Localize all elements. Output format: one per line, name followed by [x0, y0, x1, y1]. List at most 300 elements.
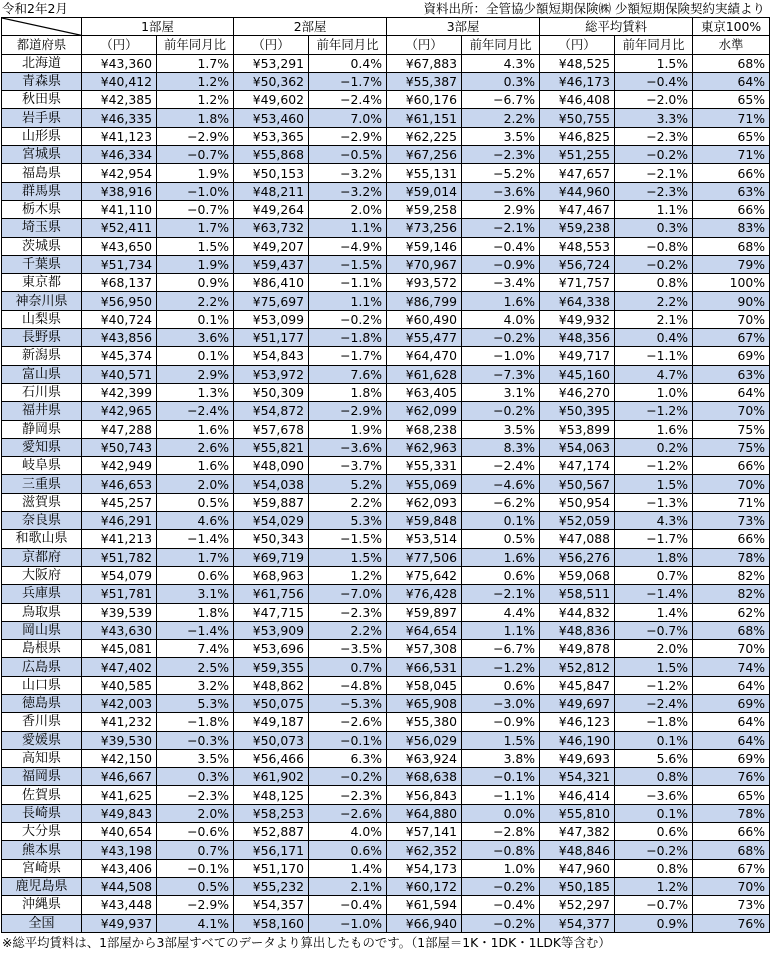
value-cell: 1.4% — [615, 603, 693, 621]
value-cell: −0.9% — [462, 255, 540, 273]
value-cell: 64% — [693, 713, 770, 731]
value-cell: −3.6% — [462, 182, 540, 200]
col-yoy: 前年同月比 — [157, 36, 234, 54]
table-row — [2, 365, 770, 383]
value-cell: −0.5% — [309, 146, 387, 164]
value-cell: 1.5% — [462, 731, 540, 749]
col-average: 総平均賃料 — [540, 18, 693, 36]
prefecture-cell: 岡山県 — [2, 621, 82, 639]
value-cell: ¥50,954 — [540, 493, 615, 511]
value-cell: ¥55,868 — [234, 146, 309, 164]
value-cell: 1.4% — [309, 859, 387, 877]
value-cell: ¥54,377 — [540, 914, 615, 932]
value-cell: ¥76,428 — [387, 585, 462, 603]
value-cell: −1.8% — [615, 713, 693, 731]
value-cell: 70% — [693, 475, 770, 493]
value-cell: 1.1% — [462, 621, 540, 639]
prefecture-cell: 埼玉県 — [2, 219, 82, 237]
value-cell: −3.4% — [462, 274, 540, 292]
value-cell: 2.5% — [157, 658, 234, 676]
value-cell: ¥54,063 — [540, 438, 615, 456]
col-yen: （円） — [234, 36, 309, 54]
value-cell: ¥60,490 — [387, 310, 462, 328]
table-row — [2, 457, 770, 475]
value-cell: ¥41,123 — [82, 127, 157, 145]
value-cell: ¥39,539 — [82, 603, 157, 621]
value-cell: ¥46,334 — [82, 146, 157, 164]
value-cell: 68% — [693, 237, 770, 255]
value-cell: 1.5% — [615, 54, 693, 72]
value-cell: ¥50,362 — [234, 72, 309, 90]
value-cell: 3.1% — [157, 585, 234, 603]
table-row — [2, 621, 770, 639]
value-cell: 64% — [693, 383, 770, 401]
prefecture-cell: 静岡県 — [2, 420, 82, 438]
value-cell: ¥53,099 — [234, 310, 309, 328]
value-cell: ¥63,924 — [387, 749, 462, 767]
table-row — [2, 713, 770, 731]
value-cell: −0.4% — [462, 896, 540, 914]
value-cell: ¥50,075 — [234, 694, 309, 712]
value-cell: ¥42,003 — [82, 694, 157, 712]
value-cell: ¥68,137 — [82, 274, 157, 292]
prefecture-cell: 岩手県 — [2, 109, 82, 127]
table-row — [2, 786, 770, 804]
value-cell: ¥45,257 — [82, 493, 157, 511]
value-cell: −2.3% — [157, 786, 234, 804]
value-cell: ¥70,967 — [387, 255, 462, 273]
table-row — [2, 146, 770, 164]
table-row — [2, 804, 770, 822]
value-cell: 2.1% — [309, 877, 387, 895]
table-row — [2, 694, 770, 712]
value-cell: ¥56,171 — [234, 841, 309, 859]
page-header — [0, 0, 771, 17]
prefecture-cell: 神奈川県 — [2, 292, 82, 310]
value-cell: −2.3% — [309, 786, 387, 804]
value-cell: ¥43,198 — [82, 841, 157, 859]
value-cell: 3.3% — [615, 109, 693, 127]
value-cell: −0.8% — [462, 841, 540, 859]
value-cell: −5.2% — [462, 164, 540, 182]
value-cell: 1.6% — [157, 457, 234, 475]
value-cell: −2.4% — [309, 91, 387, 109]
value-cell: ¥46,408 — [540, 91, 615, 109]
value-cell: −0.1% — [309, 731, 387, 749]
value-cell: ¥71,757 — [540, 274, 615, 292]
prefecture-cell: 長崎県 — [2, 804, 82, 822]
value-cell: 4.4% — [462, 603, 540, 621]
value-cell: ¥59,897 — [387, 603, 462, 621]
value-cell: −6.2% — [462, 493, 540, 511]
value-cell: ¥55,387 — [387, 72, 462, 90]
value-cell: ¥52,297 — [540, 896, 615, 914]
prefecture-cell: 香川県 — [2, 713, 82, 731]
table-row — [2, 749, 770, 767]
value-cell: ¥44,832 — [540, 603, 615, 621]
value-cell: 64% — [693, 731, 770, 749]
table-row — [2, 127, 770, 145]
value-cell: ¥45,374 — [82, 347, 157, 365]
value-cell: ¥56,276 — [540, 548, 615, 566]
value-cell: ¥61,151 — [387, 109, 462, 127]
value-cell: ¥54,321 — [540, 768, 615, 786]
value-cell: ¥53,696 — [234, 640, 309, 658]
value-cell: ¥51,782 — [82, 548, 157, 566]
value-cell: −4.6% — [462, 475, 540, 493]
value-cell: −1.2% — [615, 402, 693, 420]
col-prefecture: 都道府県 — [2, 36, 82, 54]
report-date: 令和2年2月 — [2, 1, 68, 16]
value-cell: ¥75,642 — [387, 566, 462, 584]
value-cell: −0.2% — [462, 914, 540, 932]
value-cell: 1.6% — [157, 420, 234, 438]
value-cell: ¥53,291 — [234, 54, 309, 72]
value-cell: −0.7% — [157, 200, 234, 218]
value-cell: −2.4% — [615, 694, 693, 712]
value-cell: 2.0% — [157, 475, 234, 493]
value-cell: ¥46,270 — [540, 383, 615, 401]
value-cell: 66% — [693, 457, 770, 475]
value-cell: 0.2% — [615, 438, 693, 456]
value-cell: ¥50,073 — [234, 731, 309, 749]
value-cell: ¥46,667 — [82, 768, 157, 786]
value-cell: ¥86,410 — [234, 274, 309, 292]
value-cell: ¥53,899 — [540, 420, 615, 438]
value-cell: 1.8% — [309, 383, 387, 401]
value-cell: ¥69,719 — [234, 548, 309, 566]
prefecture-cell: 大阪府 — [2, 566, 82, 584]
value-cell: 0.9% — [615, 914, 693, 932]
value-cell: 2.2% — [462, 109, 540, 127]
value-cell: −3.2% — [309, 182, 387, 200]
value-cell: ¥43,360 — [82, 54, 157, 72]
prefecture-cell: 山形県 — [2, 127, 82, 145]
prefecture-cell: 鳥取県 — [2, 603, 82, 621]
prefecture-cell: 熊本県 — [2, 841, 82, 859]
table-row — [2, 438, 770, 456]
value-cell: −0.7% — [157, 146, 234, 164]
value-cell: ¥44,508 — [82, 877, 157, 895]
value-cell: 70% — [693, 402, 770, 420]
prefecture-cell: 群馬県 — [2, 182, 82, 200]
col-yoy: 前年同月比 — [615, 36, 693, 54]
value-cell: ¥53,460 — [234, 109, 309, 127]
value-cell: ¥55,477 — [387, 329, 462, 347]
value-cell: 82% — [693, 566, 770, 584]
value-cell: ¥46,653 — [82, 475, 157, 493]
value-cell: ¥61,628 — [387, 365, 462, 383]
value-cell: ¥63,405 — [387, 383, 462, 401]
value-cell: 2.6% — [157, 438, 234, 456]
value-cell: −7.3% — [462, 365, 540, 383]
value-cell: 74% — [693, 658, 770, 676]
value-cell: ¥58,045 — [387, 676, 462, 694]
value-cell: ¥54,029 — [234, 512, 309, 530]
col-room2: 2部屋 — [234, 18, 387, 36]
value-cell: ¥47,960 — [540, 859, 615, 877]
value-cell: 1.6% — [462, 548, 540, 566]
value-cell: −0.3% — [157, 731, 234, 749]
value-cell: ¥86,799 — [387, 292, 462, 310]
prefecture-cell: 大分県 — [2, 823, 82, 841]
value-cell: 62% — [693, 603, 770, 621]
table-row — [2, 402, 770, 420]
value-cell: −0.1% — [462, 768, 540, 786]
value-cell: −1.0% — [309, 914, 387, 932]
value-cell: 1.9% — [157, 255, 234, 273]
value-cell: ¥48,525 — [540, 54, 615, 72]
value-cell: 0.6% — [309, 841, 387, 859]
value-cell: −1.2% — [615, 457, 693, 475]
value-cell: ¥48,090 — [234, 457, 309, 475]
value-cell: 76% — [693, 914, 770, 932]
value-cell: −2.1% — [462, 585, 540, 603]
table-row — [2, 566, 770, 584]
value-cell: −1.0% — [157, 182, 234, 200]
value-cell: 75% — [693, 438, 770, 456]
value-cell: 65% — [693, 127, 770, 145]
value-cell: −2.9% — [309, 402, 387, 420]
value-cell: 66% — [693, 200, 770, 218]
value-cell: ¥50,343 — [234, 530, 309, 548]
value-cell: 1.9% — [309, 420, 387, 438]
value-cell: −0.9% — [462, 713, 540, 731]
value-cell: 5.3% — [309, 512, 387, 530]
value-cell: 0.9% — [157, 274, 234, 292]
value-cell: 0.7% — [309, 658, 387, 676]
value-cell: 1.5% — [615, 475, 693, 493]
table-row — [2, 859, 770, 877]
value-cell: ¥46,291 — [82, 512, 157, 530]
value-cell: ¥55,810 — [540, 804, 615, 822]
value-cell: 5.6% — [615, 749, 693, 767]
value-cell: ¥41,213 — [82, 530, 157, 548]
value-cell: −2.8% — [462, 823, 540, 841]
value-cell: ¥41,232 — [82, 713, 157, 731]
prefecture-cell: 長野県 — [2, 329, 82, 347]
value-cell: 71% — [693, 109, 770, 127]
value-cell: −0.1% — [157, 859, 234, 877]
value-cell: ¥45,847 — [540, 676, 615, 694]
value-cell: 65% — [693, 91, 770, 109]
table-row — [2, 493, 770, 511]
value-cell: −3.6% — [615, 786, 693, 804]
table-row — [2, 548, 770, 566]
prefecture-cell: 山口県 — [2, 676, 82, 694]
value-cell: 2.2% — [309, 493, 387, 511]
value-cell: ¥59,014 — [387, 182, 462, 200]
value-cell: ¥49,264 — [234, 200, 309, 218]
table-row — [2, 109, 770, 127]
value-cell: ¥56,029 — [387, 731, 462, 749]
value-cell: ¥47,467 — [540, 200, 615, 218]
value-cell: ¥49,932 — [540, 310, 615, 328]
value-cell: 7.4% — [157, 640, 234, 658]
value-cell: ¥52,059 — [540, 512, 615, 530]
table-row — [2, 823, 770, 841]
prefecture-cell: 石川県 — [2, 383, 82, 401]
value-cell: 63% — [693, 365, 770, 383]
value-cell: ¥75,697 — [234, 292, 309, 310]
value-cell: 67% — [693, 859, 770, 877]
value-cell: 66% — [693, 823, 770, 841]
table-row — [2, 658, 770, 676]
value-cell: ¥93,572 — [387, 274, 462, 292]
prefecture-cell: 沖縄県 — [2, 896, 82, 914]
value-cell: 3.5% — [462, 420, 540, 438]
value-cell: 90% — [693, 292, 770, 310]
value-cell: 0.4% — [309, 54, 387, 72]
value-cell: 0.8% — [615, 274, 693, 292]
prefecture-cell: 岐阜県 — [2, 457, 82, 475]
value-cell: −1.1% — [615, 347, 693, 365]
value-cell: 1.8% — [157, 109, 234, 127]
prefecture-cell: 宮崎県 — [2, 859, 82, 877]
value-cell: −1.2% — [615, 676, 693, 694]
value-cell: ¥46,123 — [540, 713, 615, 731]
table-row — [2, 530, 770, 548]
prefecture-cell: 北海道 — [2, 54, 82, 72]
value-cell: −0.4% — [615, 72, 693, 90]
value-cell: ¥61,594 — [387, 896, 462, 914]
value-cell: 83% — [693, 219, 770, 237]
prefecture-cell: 高知県 — [2, 749, 82, 767]
value-cell: ¥48,211 — [234, 182, 309, 200]
value-cell: ¥57,141 — [387, 823, 462, 841]
value-cell: ¥43,406 — [82, 859, 157, 877]
col-yen: （円） — [540, 36, 615, 54]
value-cell: 3.2% — [157, 676, 234, 694]
value-cell: ¥51,255 — [540, 146, 615, 164]
value-cell: 71% — [693, 493, 770, 511]
value-cell: ¥48,862 — [234, 676, 309, 694]
value-cell: ¥50,567 — [540, 475, 615, 493]
value-cell: 64% — [693, 72, 770, 90]
data-source: 資料出所：全管協少額短期保険㈱ 少額短期保険契約実績より — [423, 1, 765, 16]
value-cell: ¥64,880 — [387, 804, 462, 822]
value-cell: 1.1% — [309, 292, 387, 310]
value-cell: ¥59,437 — [234, 255, 309, 273]
value-cell: ¥49,207 — [234, 237, 309, 255]
value-cell: 0.1% — [615, 804, 693, 822]
value-cell: ¥59,848 — [387, 512, 462, 530]
table-body — [2, 54, 770, 932]
table-row — [2, 475, 770, 493]
value-cell: ¥50,395 — [540, 402, 615, 420]
value-cell: −1.1% — [462, 786, 540, 804]
prefecture-cell: 愛知県 — [2, 438, 82, 456]
value-cell: ¥47,657 — [540, 164, 615, 182]
value-cell: ¥55,232 — [234, 877, 309, 895]
value-cell: 1.5% — [615, 658, 693, 676]
value-cell: ¥66,531 — [387, 658, 462, 676]
value-cell: 4.7% — [615, 365, 693, 383]
value-cell: ¥43,630 — [82, 621, 157, 639]
value-cell: ¥49,697 — [540, 694, 615, 712]
value-cell: 5.2% — [309, 475, 387, 493]
header-row-2 — [2, 36, 770, 54]
value-cell: −2.6% — [309, 804, 387, 822]
value-cell: 5.3% — [157, 694, 234, 712]
value-cell: 73% — [693, 512, 770, 530]
value-cell: ¥54,038 — [234, 475, 309, 493]
value-cell: −1.5% — [309, 530, 387, 548]
value-cell: ¥42,150 — [82, 749, 157, 767]
prefecture-cell: 福島県 — [2, 164, 82, 182]
col-room1: 1部屋 — [82, 18, 234, 36]
value-cell: −0.4% — [462, 237, 540, 255]
value-cell: ¥56,843 — [387, 786, 462, 804]
value-cell: ¥54,173 — [387, 859, 462, 877]
value-cell: 63% — [693, 182, 770, 200]
col-level: 水準 — [693, 36, 770, 54]
prefecture-cell: 茨城県 — [2, 237, 82, 255]
value-cell: −2.3% — [309, 603, 387, 621]
value-cell: ¥40,724 — [82, 310, 157, 328]
value-cell: 78% — [693, 804, 770, 822]
value-cell: ¥66,940 — [387, 914, 462, 932]
value-cell: ¥41,110 — [82, 200, 157, 218]
value-cell: −1.8% — [157, 713, 234, 731]
prefecture-cell: 福岡県 — [2, 768, 82, 786]
table-row — [2, 255, 770, 273]
value-cell: ¥62,352 — [387, 841, 462, 859]
value-cell: ¥73,256 — [387, 219, 462, 237]
value-cell: 3.6% — [157, 329, 234, 347]
prefecture-cell: 奈良県 — [2, 512, 82, 530]
value-cell: 0.5% — [157, 877, 234, 895]
value-cell: 0.1% — [157, 347, 234, 365]
table-row — [2, 896, 770, 914]
value-cell: ¥49,717 — [540, 347, 615, 365]
prefecture-cell: 栃木県 — [2, 200, 82, 218]
value-cell: ¥47,288 — [82, 420, 157, 438]
value-cell: −2.3% — [615, 182, 693, 200]
value-cell: ¥42,949 — [82, 457, 157, 475]
value-cell: ¥51,781 — [82, 585, 157, 603]
value-cell: ¥64,338 — [540, 292, 615, 310]
value-cell: 3.5% — [157, 749, 234, 767]
col-yoy: 前年同月比 — [309, 36, 387, 54]
value-cell: −2.9% — [157, 896, 234, 914]
value-cell: −2.0% — [615, 91, 693, 109]
col-tokyo-level: 東京100% — [693, 18, 770, 36]
value-cell: ¥43,448 — [82, 896, 157, 914]
value-cell: 73% — [693, 896, 770, 914]
value-cell: 1.8% — [157, 603, 234, 621]
value-cell: −2.3% — [462, 146, 540, 164]
col-yen: （円） — [387, 36, 462, 54]
prefecture-cell: 和歌山県 — [2, 530, 82, 548]
value-cell: 2.2% — [615, 292, 693, 310]
value-cell: −2.6% — [309, 713, 387, 731]
value-cell: −0.7% — [615, 896, 693, 914]
value-cell: −3.0% — [462, 694, 540, 712]
prefecture-cell: 千葉県 — [2, 255, 82, 273]
table-row — [2, 347, 770, 365]
value-cell: 78% — [693, 548, 770, 566]
value-cell: ¥48,125 — [234, 786, 309, 804]
value-cell: −0.2% — [462, 877, 540, 895]
value-cell: 1.1% — [615, 200, 693, 218]
value-cell: −1.8% — [309, 329, 387, 347]
value-cell: −0.2% — [615, 841, 693, 859]
value-cell: 1.6% — [615, 420, 693, 438]
prefecture-cell: 鹿児島県 — [2, 877, 82, 895]
value-cell: ¥47,382 — [540, 823, 615, 841]
value-cell: 3.1% — [462, 383, 540, 401]
